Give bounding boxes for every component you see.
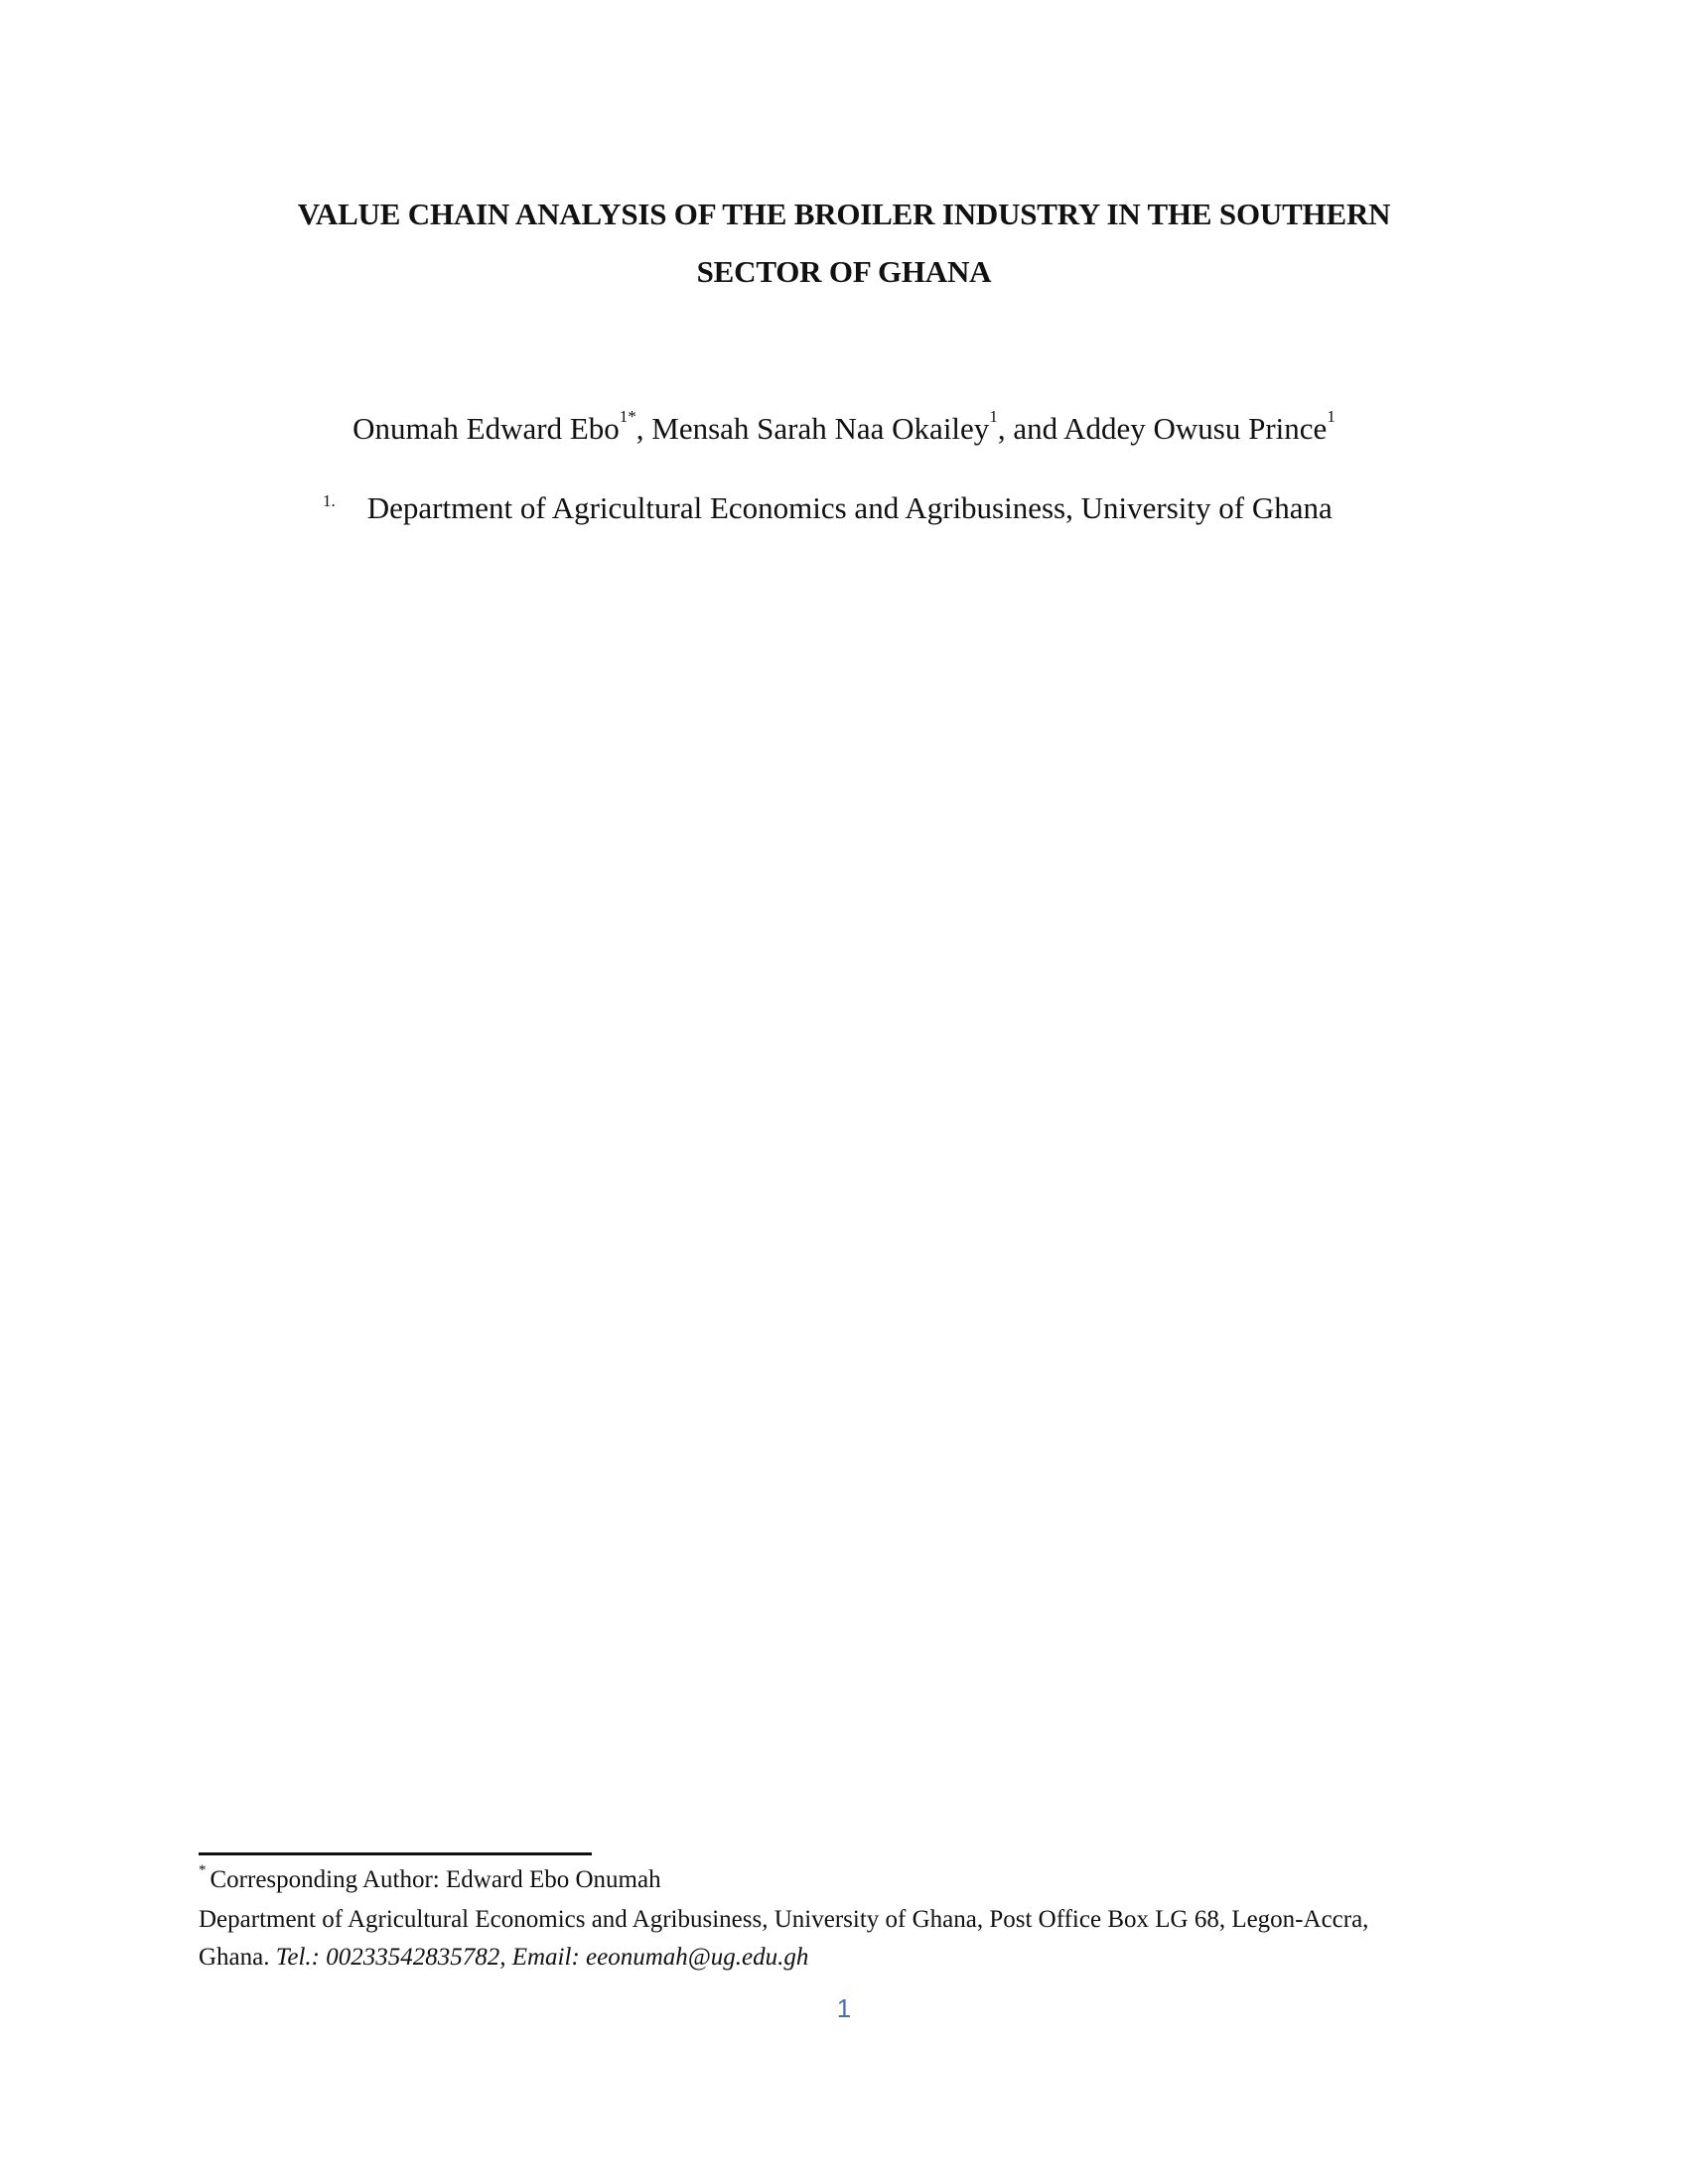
footnote-line-1 — [199, 1862, 661, 1894]
corresponding-author: Corresponding Author: Edward Ebo Onumah — [210, 1866, 661, 1893]
author-name: Mensah Sarah Naa Okailey — [651, 411, 990, 446]
footnote-contact — [199, 1944, 808, 1972]
author-affiliation-marker: 1 — [989, 407, 998, 426]
affiliation-number: 1. — [323, 491, 336, 510]
author-separator: , and — [997, 411, 1064, 446]
author-affiliation-marker: 1 — [1327, 407, 1336, 426]
affiliation — [323, 490, 1333, 526]
page-number: 1 — [836, 1993, 852, 2023]
author-affiliation-marker: 1* — [619, 407, 636, 426]
author-list — [0, 407, 1688, 447]
title-line-1: VALUE CHAIN ANALYSIS OF THE BROILER INDUSTRY IN THE SOUTHERN — [297, 197, 1391, 231]
footnote-separator — [199, 1852, 592, 1855]
author-name: Onumah Edward Ebo — [352, 411, 620, 446]
affiliation-text: Department of Agricultural Economics and Agribusiness, University of Ghana — [366, 490, 1333, 525]
footnote-country: Ghana. — [199, 1944, 276, 1971]
footnote-address: Department of Agricultural Economics and Agribusiness, University of Ghana, Post Office Box LG 68, Legon-Accra, — [199, 1906, 1369, 1933]
title-line-2: SECTOR OF GHANA — [696, 254, 992, 289]
footnote-tel-email: Tel.: 00233542835782, Email: eeonumah@ug.edu.gh — [275, 1944, 809, 1971]
author-separator: , — [635, 411, 652, 446]
footnote-marker: * — [199, 1862, 207, 1878]
author-name: Addey Owusu Prince — [1063, 411, 1328, 446]
